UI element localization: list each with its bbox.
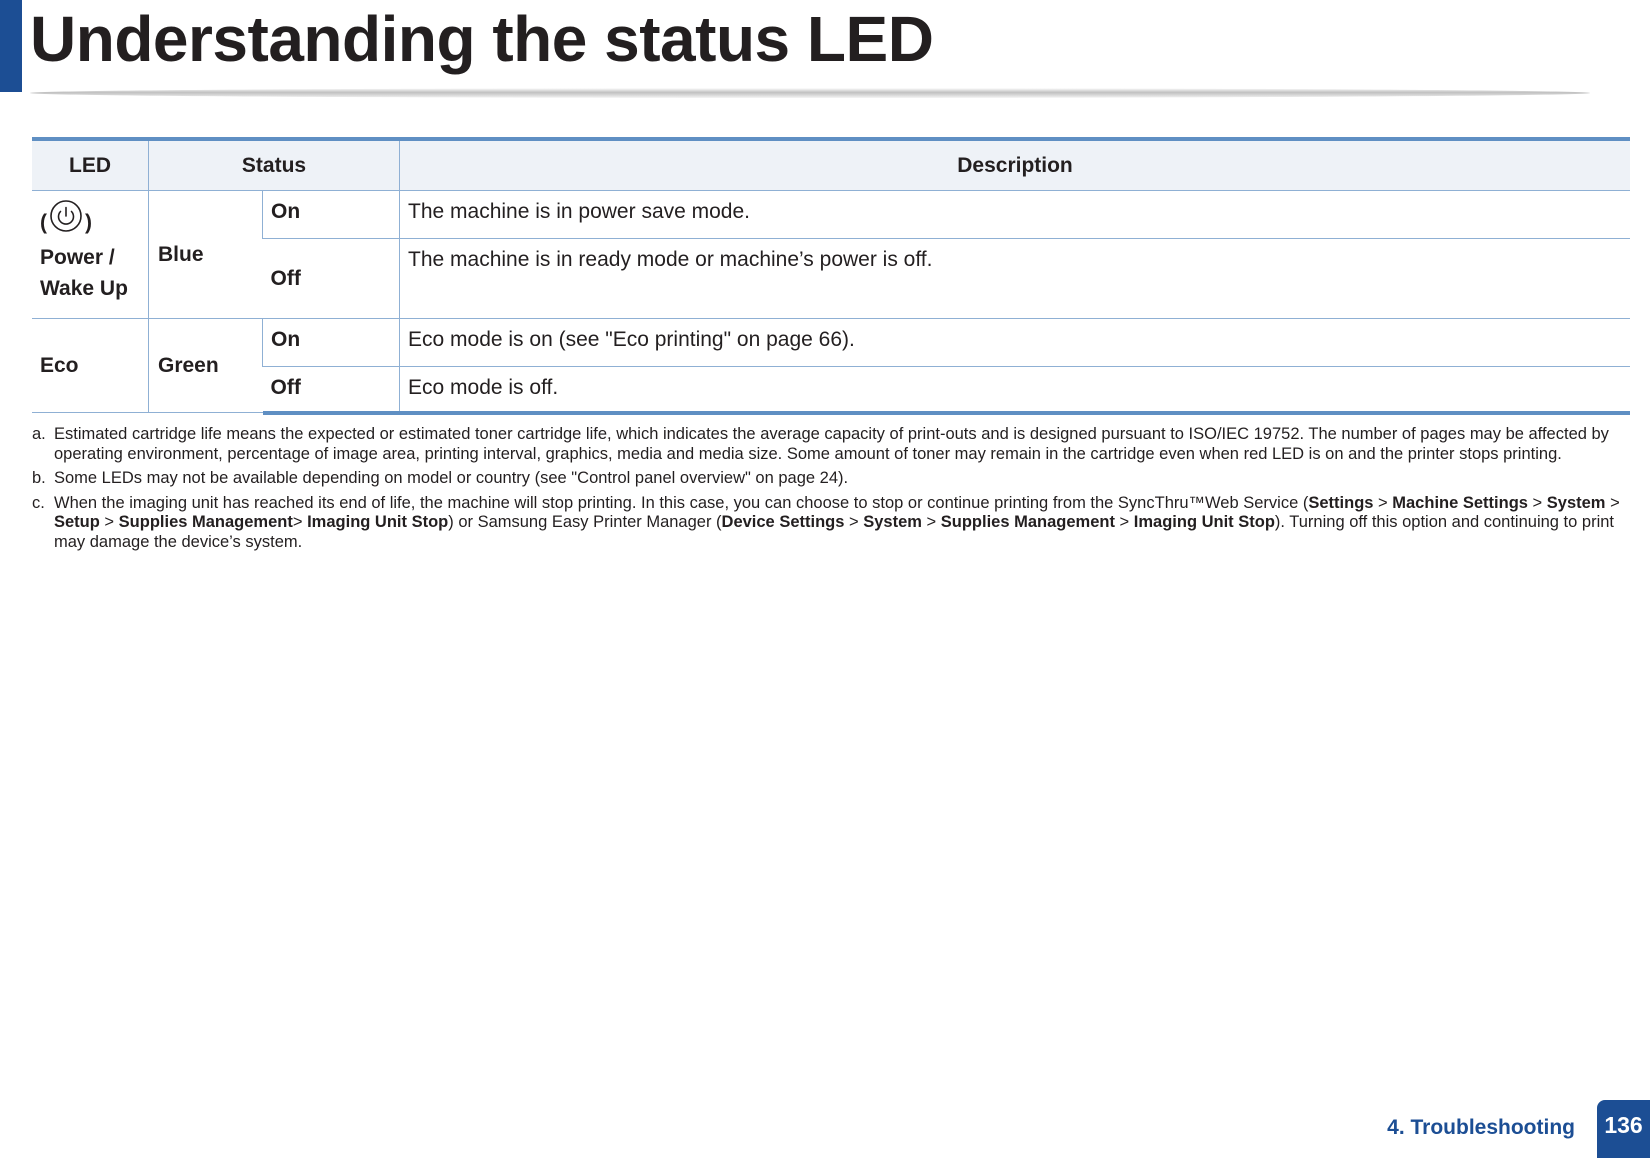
title-divider: [30, 88, 1590, 98]
state-description: Eco mode is on (see "Eco printing" on page 66).: [400, 319, 1631, 367]
footnote-b: b. Some LEDs may not be available depending on model or country (see "Control panel overview" on page 24).: [32, 469, 849, 487]
header-led: LED: [32, 139, 149, 191]
title-accent-bar: [0, 0, 22, 92]
state-description: The machine is in ready mode or machine’s power is off.: [400, 239, 1631, 319]
state-description: The machine is in power save mode.: [400, 191, 1631, 239]
table-row: [32, 191, 1630, 239]
table-row: [32, 239, 1630, 319]
footnotes: [32, 425, 1630, 557]
page-title: Understanding the status LED: [30, 3, 934, 75]
header-description: Description: [400, 139, 1631, 191]
footnote-c: c. When the imaging unit has reached its end of life, the machine will stop printing. In this case, you can choose to stop or continue printing from the SyncThru™Web Service (Settings > Machine Settings > System > Setup > Supplies Management> Imaging Unit Stop) or Samsung Easy Printer Manager (Device Settings > System > Supplies Management > Imaging Unit Stop). Turning off this option and continuing to print may damage the device’s system.: [32, 493, 1620, 551]
eco-led-color: Green: [149, 319, 263, 413]
state-label: Off: [263, 367, 400, 413]
state-description: Eco mode is off.: [400, 367, 1631, 413]
table-row: [32, 319, 1630, 367]
table-row: [32, 367, 1630, 413]
power-led-cell: ( ) Power / Wake Up: [32, 191, 149, 319]
power-icon: [49, 199, 83, 242]
state-label: On: [263, 191, 400, 239]
header-status: Status: [149, 139, 400, 191]
state-label: On: [263, 319, 400, 367]
footnote-a: a. Estimated cartridge life means the expected or estimated toner cartridge life, which indicates the average capacity of print-outs and is designed pursuant to ISO/IEC 19752. The number of pages may be affected by operating environment, percentage of image area, printing interval, graphics, media and media size. Some amount of toner may remain in the cartridge even when red LED is on and the printer stops printing.: [32, 425, 1609, 463]
power-led-name-line2: Wake Up: [40, 277, 128, 300]
power-led-color: Blue: [149, 191, 263, 319]
state-label: Off: [263, 239, 400, 319]
status-led-table: [32, 137, 1630, 415]
power-led-name-line1: Power /: [40, 246, 115, 269]
table-header-row: [32, 139, 1630, 191]
eco-led-name: Eco: [32, 319, 149, 413]
footer-section-label: 4. Troubleshooting: [1387, 1116, 1575, 1139]
page-number: 136: [1597, 1100, 1650, 1158]
